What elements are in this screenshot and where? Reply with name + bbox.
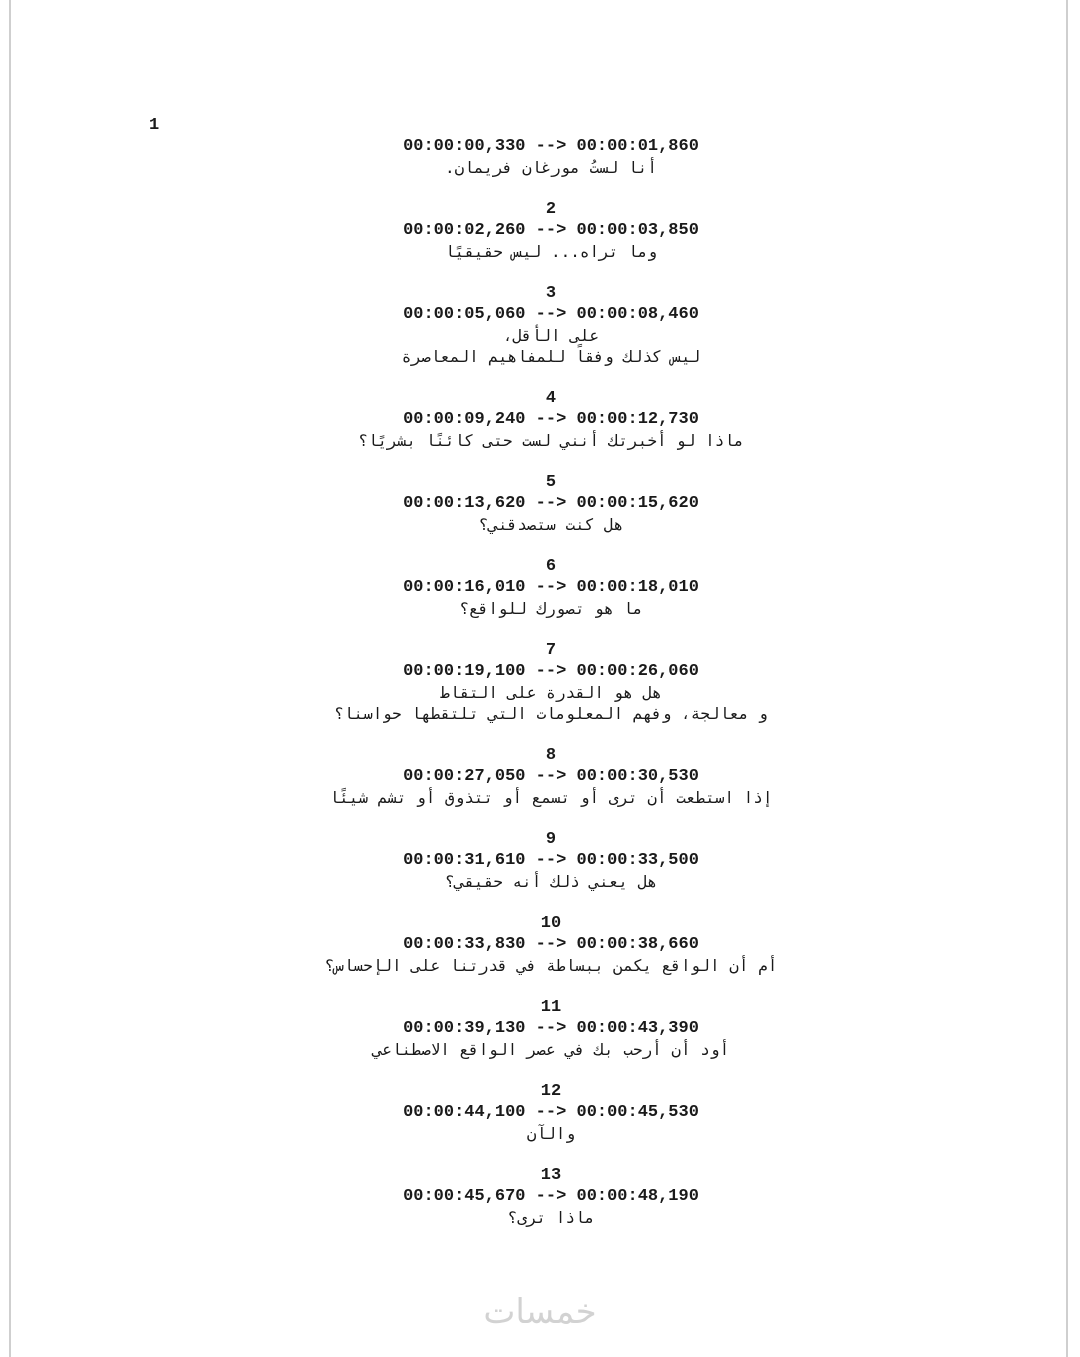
subtitle-entry: [149, 115, 801, 178]
subtitle-entry: [301, 913, 801, 976]
subtitle-entry: [301, 640, 801, 724]
subtitle-index: 12: [540, 1082, 562, 1101]
subtitle-text-line: أنا لستُ مورغان فريمان.: [445, 158, 657, 177]
subtitle-text-line: أم أن الواقع يكمن ببساطة في قدرتنا على الإحساس؟: [324, 956, 778, 975]
subtitle-text-line: ماذا ترى؟: [507, 1208, 595, 1227]
subtitle-text-line: على الأقل،: [502, 326, 600, 345]
subtitle-index: 8: [545, 746, 557, 765]
subtitle-timing: 00:00:09,240 --> 00:00:12,730: [403, 410, 699, 429]
subtitle-index: 4: [545, 389, 557, 408]
subtitle-entry: [301, 1081, 801, 1144]
subtitle-timing: 00:00:00,330 --> 00:00:01,860: [403, 137, 699, 156]
subtitle-timing: 00:00:44,100 --> 00:00:45,530: [403, 1103, 699, 1122]
subtitle-index: 2: [545, 200, 557, 219]
subtitle-list: [149, 115, 801, 1249]
subtitle-index: 3: [545, 284, 557, 303]
subtitle-timing: 00:00:05,060 --> 00:00:08,460: [403, 305, 699, 324]
subtitle-entry: [301, 1165, 801, 1228]
subtitle-entry: [301, 829, 801, 892]
subtitle-entry: [301, 556, 801, 619]
subtitle-index: 9: [545, 830, 557, 849]
subtitle-index: 10: [540, 914, 562, 933]
subtitle-entry: [301, 997, 801, 1060]
subtitle-timing: 00:00:13,620 --> 00:00:15,620: [403, 494, 699, 513]
subtitle-index: 5: [545, 473, 557, 492]
subtitle-index: 7: [545, 641, 557, 660]
subtitle-index: 6: [545, 557, 557, 576]
subtitle-timing: 00:00:19,100 --> 00:00:26,060: [403, 662, 699, 681]
subtitle-text-line: أود أن أرحب بك في عصر الواقع الاصطناعي: [372, 1040, 730, 1059]
watermark-logo: خمسات: [483, 1292, 597, 1332]
subtitle-index: 11: [540, 998, 562, 1017]
subtitle-text-line: و معالجة، وفهم المعلومات التي تلتقطها حواسنا؟: [334, 704, 768, 723]
subtitle-timing: 00:00:31,610 --> 00:00:33,500: [403, 851, 699, 870]
subtitle-text-line: ماذا لو أخبرتك أنني لست حتى كائنًا بشريًا؟: [358, 431, 744, 450]
subtitle-timing: 00:00:16,010 --> 00:00:18,010: [403, 578, 699, 597]
subtitle-index: 13: [540, 1166, 562, 1185]
subtitle-timing: 00:00:33,830 --> 00:00:38,660: [403, 935, 699, 954]
subtitle-text-line: ما هو تصورك للواقع؟: [459, 599, 643, 618]
subtitle-index: 1: [149, 116, 160, 135]
subtitle-text-line: ليس كذلك وفقاً للمفاهيم المعاصرة: [401, 347, 701, 366]
document-page: [9, 0, 1068, 1357]
subtitle-entry: [301, 283, 801, 367]
subtitle-timing: 00:00:39,130 --> 00:00:43,390: [403, 1019, 699, 1038]
subtitle-entry: [301, 199, 801, 262]
subtitle-text-line: هل هو القدرة على التقاط: [440, 683, 662, 702]
subtitle-text-line: والآن: [526, 1124, 576, 1143]
subtitle-text-line: هل كنت ستصدقني؟: [478, 515, 624, 534]
subtitle-entry: [301, 388, 801, 451]
subtitle-entry: [301, 745, 801, 808]
subtitle-entry: [301, 472, 801, 535]
subtitle-text-line: إذا استطعت أن ترى أو تسمع أو تتذوق أو تشم شيئًا: [329, 788, 773, 807]
subtitle-timing: 00:00:02,260 --> 00:00:03,850: [403, 221, 699, 240]
subtitle-timing: 00:00:27,050 --> 00:00:30,530: [403, 767, 699, 786]
subtitle-text-line: وما تراه... ليس حقيقيًا: [445, 242, 657, 261]
subtitle-timing: 00:00:45,670 --> 00:00:48,190: [403, 1187, 699, 1206]
subtitle-text-line: هل يعني ذلك أنه حقيقي؟: [445, 872, 657, 891]
